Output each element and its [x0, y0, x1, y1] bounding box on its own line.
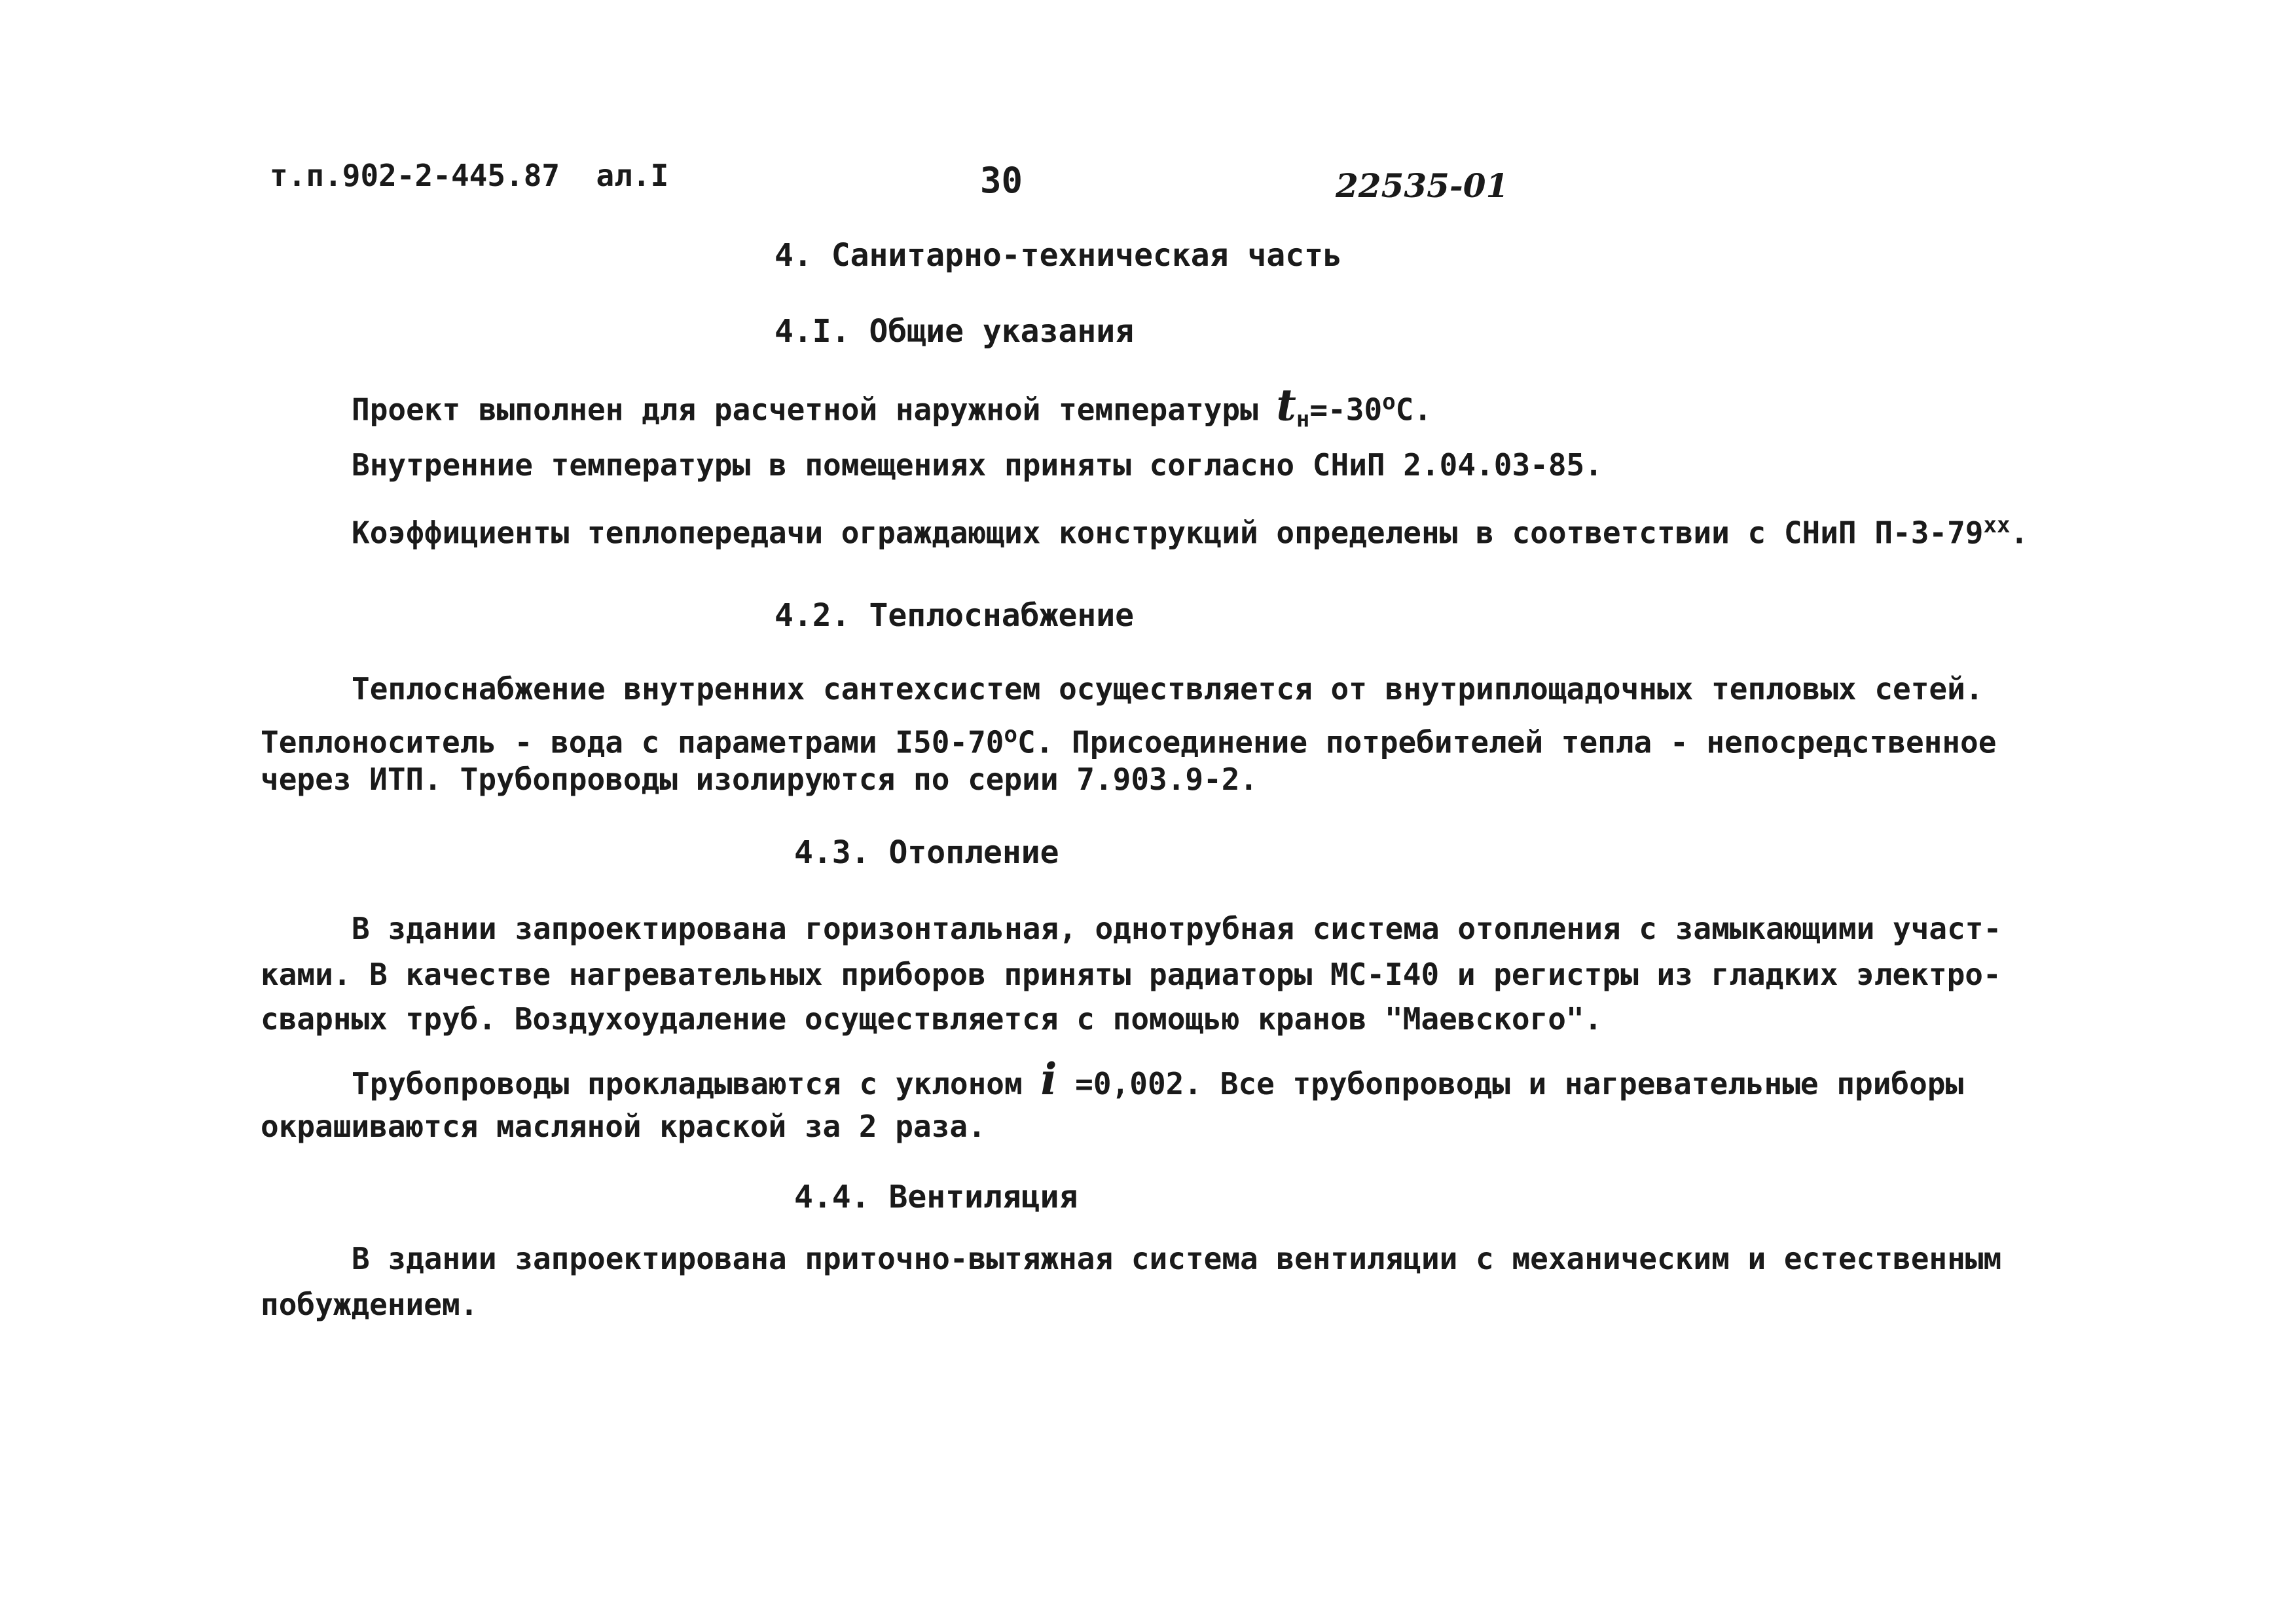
heading-heat-supply: 4.2. Теплоснабжение	[774, 597, 1135, 634]
superscript-mark: хх	[1983, 512, 2011, 538]
slope-symbol: i	[1040, 1054, 1057, 1105]
text-part: С. Присоединение потребителей тепла - непосредственное	[1017, 724, 1997, 760]
text-part: =0,002. Все трубопроводы и нагревательные приборы	[1057, 1066, 1964, 1101]
heating-line-2: ками. В качестве нагревательных приборов приняты радиаторы МС-I40 и регистры из гладких электро-	[261, 957, 2001, 992]
ventilation-line-2: побуждением.	[261, 1287, 479, 1322]
temperature-value: =-30	[1309, 392, 1383, 428]
ventilation-line-1: В здании запроектирована приточно-вытяжная система вентиляции с механическим и естественным	[352, 1241, 2002, 1276]
document-code: т.п.902-2-445.87 ал.I	[270, 158, 669, 193]
degree-sign: о	[1382, 389, 1396, 415]
heating-line-5: окрашиваются масляной краской за 2 раза.	[261, 1109, 986, 1144]
heating-line-4	[352, 1054, 1964, 1105]
text-part: Трубопроводы прокладываются с уклоном	[352, 1066, 1041, 1101]
paragraph-heat-transfer	[352, 507, 2028, 551]
paragraph-outdoor-temperature	[352, 379, 1432, 438]
text-end: .	[2010, 515, 2029, 551]
paragraph-indoor-temperature: Внутренние температуры в помещениях приняты согласно СНиП 2.04.03-85.	[352, 447, 1603, 483]
text-part: Проект выполнен для расчетной наружной температуры	[352, 392, 1277, 428]
temperature-unit: С.	[1395, 392, 1432, 428]
heat-supply-line-1: Теплоснабжение внутренних сантехсистем осуществляется от внутриплощадочных тепловых сетей.	[352, 671, 1984, 707]
heat-supply-line-3: через ИТП. Трубопроводы изолируются по серии 7.903.9-2.	[261, 762, 1258, 797]
text-part: Коэффициенты теплопередачи ограждающих конструкций определены в соответствии с СНиП П-3-79	[352, 515, 1984, 551]
heading-ventilation: 4.4. Вентиляция	[794, 1179, 1078, 1215]
text-part: Теплоноситель - вода с параметрами I50-70	[261, 724, 1004, 760]
heading-general-notes: 4.I. Общие указания	[774, 313, 1135, 350]
heat-supply-line-2	[261, 716, 1996, 760]
section-title: 4. Санитарно-техническая часть	[774, 237, 1342, 274]
degree-sign: о	[1004, 722, 1017, 748]
symbol-subscript: н	[1296, 406, 1310, 433]
temperature-symbol: t	[1276, 379, 1296, 431]
heading-heating: 4.3. Отопление	[794, 834, 1059, 871]
heating-line-3: сварных труб. Воздухоудаление осуществляется с помощью кранов "Маевского".	[261, 1001, 1603, 1037]
archive-number: 22535-01	[1336, 166, 1509, 205]
page-number: 30	[980, 160, 1023, 201]
heating-line-1: В здании запроектирована горизонтальная, однотрубная система отопления с замыкающими участ-	[352, 911, 2002, 946]
